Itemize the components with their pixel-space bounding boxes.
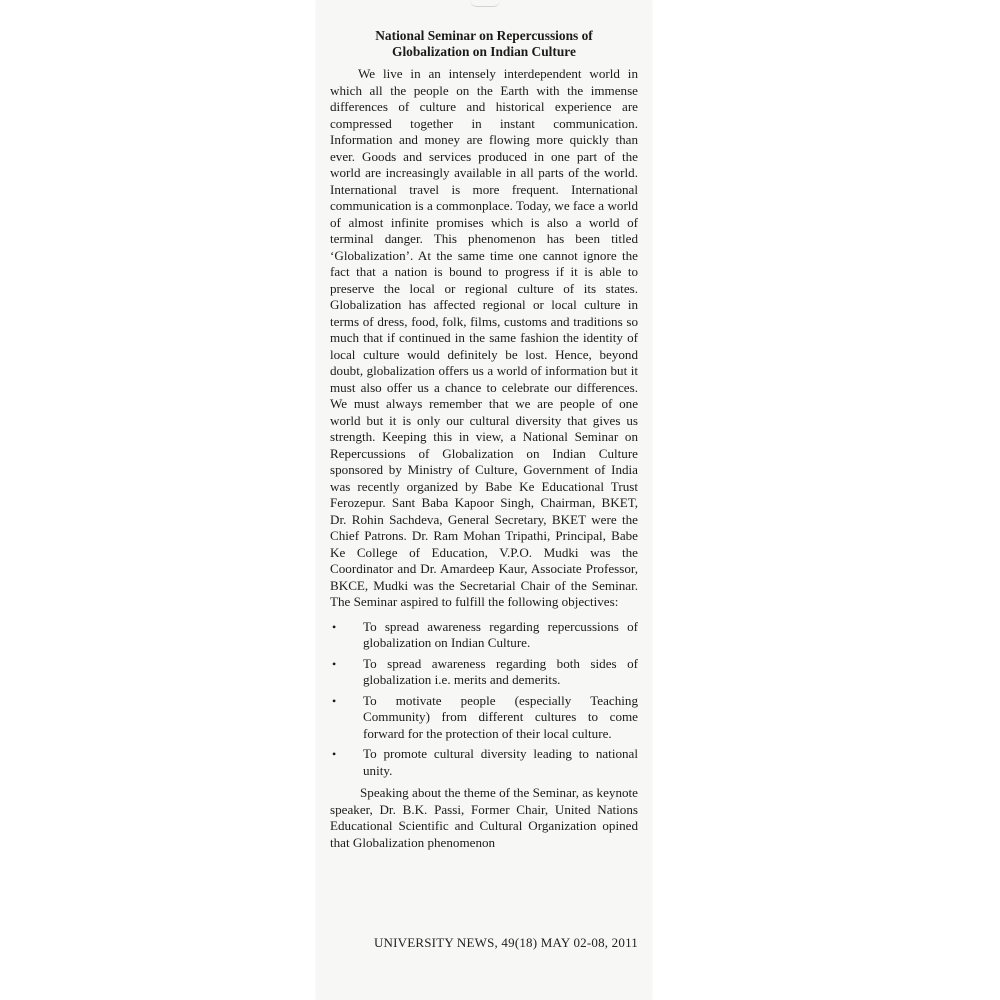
bullet-icon: • bbox=[332, 693, 337, 708]
bullet-icon: • bbox=[332, 656, 337, 671]
objective-text: To motivate people (especially Teaching Community) from different cultures to come forward for the protection of their local culture. bbox=[363, 692, 638, 741]
list-item bbox=[330, 619, 638, 652]
bullet-icon: • bbox=[332, 747, 337, 761]
bullet-icon: • bbox=[332, 619, 337, 634]
list-item bbox=[330, 746, 638, 779]
objectives-list bbox=[330, 619, 638, 780]
list-item bbox=[330, 656, 638, 689]
article bbox=[330, 28, 638, 851]
objective-text: To promote cultural diversity leading to national unity. bbox=[363, 746, 638, 778]
intro-paragraph: We live in an intensely interdependent world in which all the people on the Earth with the immense differences of culture and historical experience are compressed together in instant communication. Information and money are flowing more quickly than ever. Goods and services produced in one part of the world are increasingly available in all parts of the world. International travel is more frequent. International communication is a commonplace. Today, we face a world of almost infinite promises which is also a world of terminal danger. This phenomenon has been titled ‘Globalization’. At the same time one cannot ignore the fact that a nation is bound to progress if it is able to preserve the local or regional culture of its states. Globalization has affected regional or local culture in terms of dress, food, folk, films, customs and traditions so much that if continued in the same fashion the identity of local culture would definitely be lost. Hence, beyond doubt, globalization offers us a world of information but it must also offer us a chance to celebrate our differences. We must always remember that we are people of one world but it is only our cultural diversity that gives us strength. Keeping this in view, a National Seminar on Repercussions of Globalization on Indian Culture sponsored by Ministry of Culture, Government of India was recently organized by Babe Ke Educational Trust Ferozepur. Sant Baba Kapoor Singh, Chairman, BKET, Dr. Rohin Sachdeva, General Secretary, BKET were the Chief Patrons. Dr. Ram Mohan Tripathi, Principal, Babe Ke College of Education, V.P.O. Mudki was the Coordinator and Dr. Amardeep Kaur, Associate Professor, BKCE, Mudki was the Secretarial Chair of the Seminar. The Seminar aspired to fulfill the following objectives: bbox=[330, 66, 638, 609]
objective-text: To spread awareness regarding repercussions of globalization on Indian Culture. bbox=[363, 618, 638, 650]
keynote-paragraph: Speaking about the theme of the Seminar, as keynote speaker, Dr. B.K. Passi, Former Chair, United Nations Educational Scientific and Cultural Organization opined that Globalization phenomenon bbox=[330, 785, 638, 850]
decorative-mark bbox=[470, 0, 500, 7]
title-line-1: National Seminar on Repercussions of bbox=[375, 28, 593, 43]
list-item bbox=[330, 693, 638, 743]
objective-text: To spread awareness regarding both sides of globalization i.e. merits and demerits. bbox=[363, 655, 638, 687]
footer-citation: UNIVERSITY NEWS, 49(18) MAY 02-08, 2011 bbox=[373, 935, 638, 950]
article-title bbox=[330, 28, 638, 60]
title-line-2: Globalization on Indian Culture bbox=[392, 44, 576, 59]
